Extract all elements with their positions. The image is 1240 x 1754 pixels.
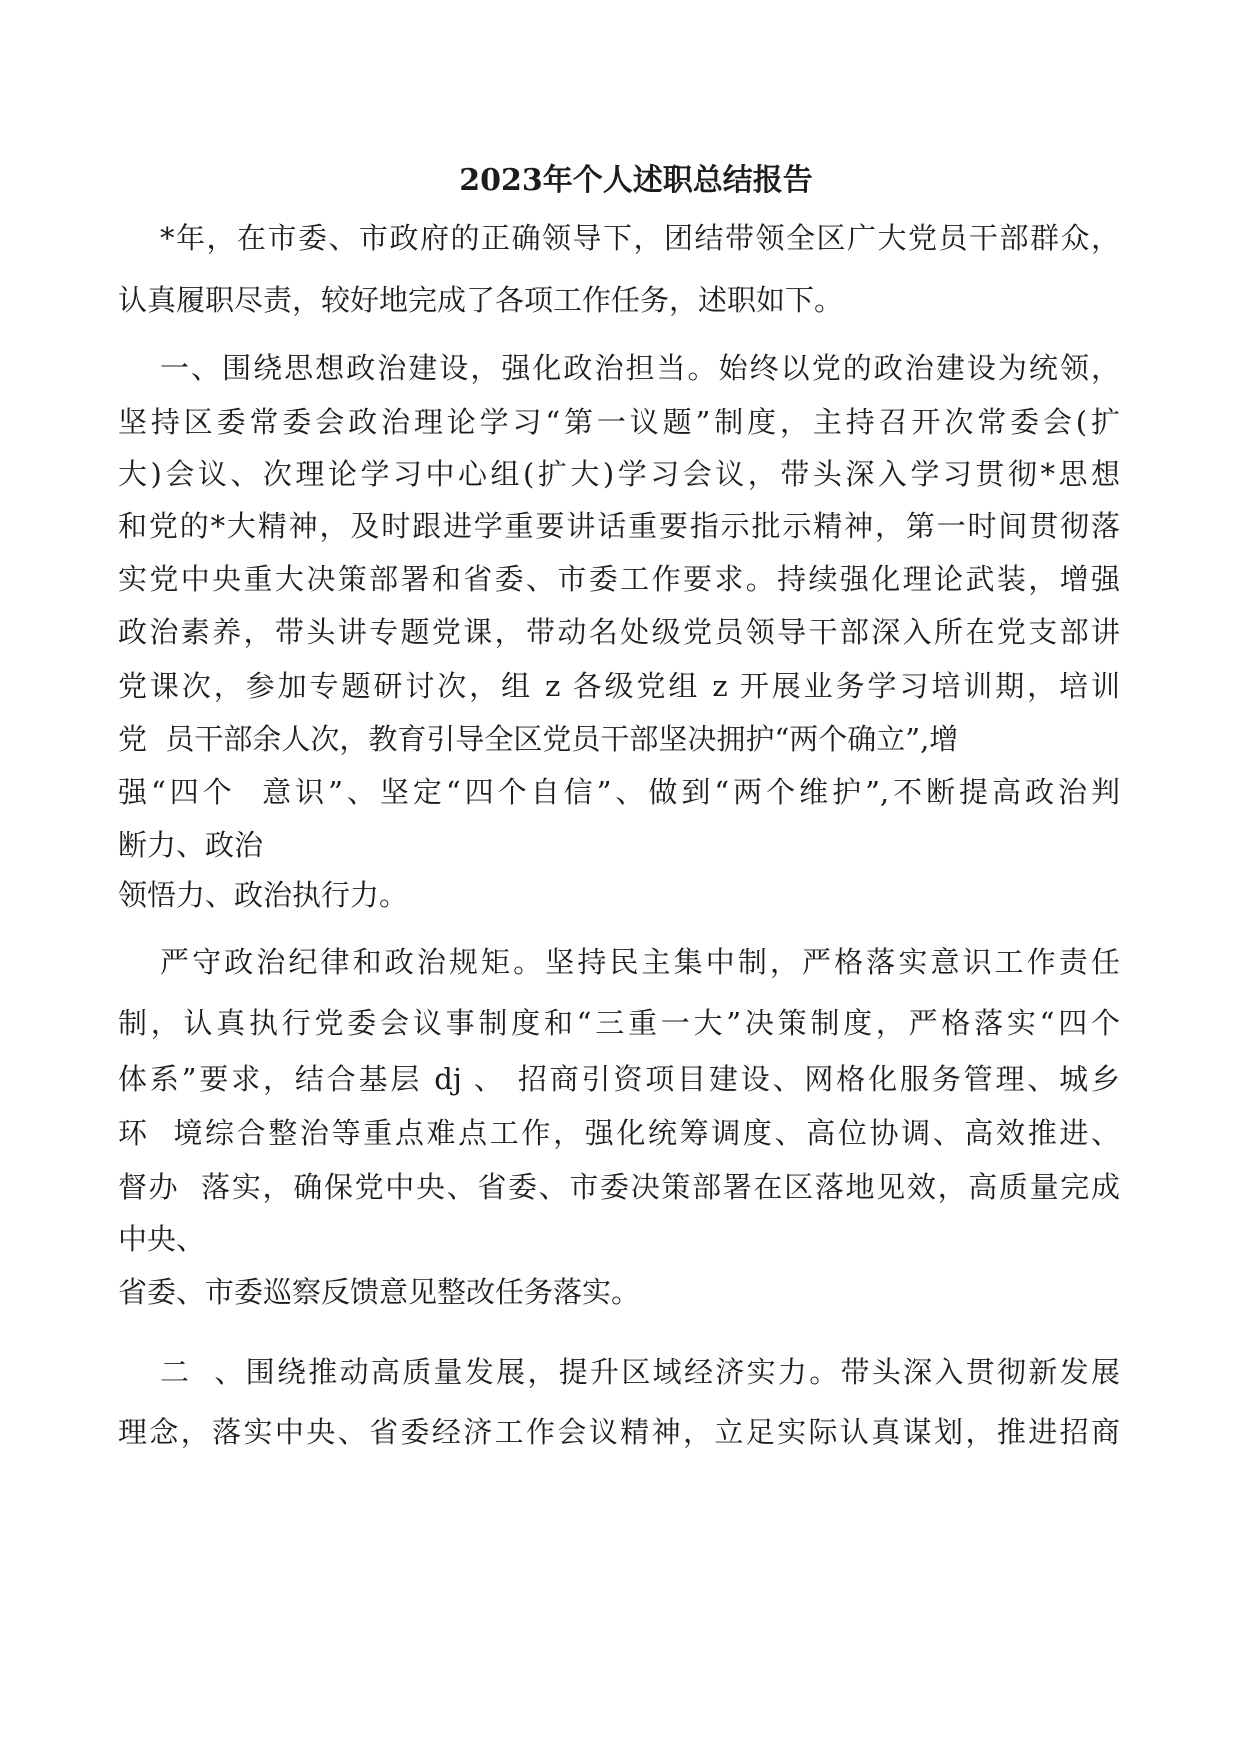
text-line: 党课次，参加专题研讨次，组 z 各级党组 z 开展业务学习培训期，培训	[118, 669, 1120, 703]
text-line: 中央、	[118, 1222, 206, 1256]
text-line: 环 境综合整治等重点难点工作，强化统筹调度、高位协调、高效推进、	[118, 1116, 1120, 1150]
document-title: 2023年个人述职总结报告	[459, 163, 813, 198]
text-line: 和党的*大精神，及时跟进学重要讲话重要指示批示精神，第一时间贯彻落	[118, 509, 1120, 543]
text-line: 领悟力、政治执行力。	[118, 878, 409, 912]
text-line: 二 、围绕推动高质量发展，提升区域经济实力。带头深入贯彻新发展	[160, 1355, 1120, 1389]
text-line: 体系”要求，结合基层 dj 、 招商引资项目建设、网格化服务管理、城乡	[118, 1062, 1120, 1096]
text-line: 认真履职尽责，较好地完成了各项工作任务，述职如下。	[118, 283, 844, 317]
text-line: 省委、市委巡察反馈意见整改任务落实。	[118, 1275, 641, 1309]
text-line: *年，在市委、市政府的正确领导下，团结带领全区广大党员干部群众，	[160, 221, 1120, 255]
text-line: 理念，落实中央、省委经济工作会议精神，立足实际认真谋划，推进招商	[118, 1415, 1120, 1449]
text-line: 坚持区委常委会政治理论学习“第一议题”制度，主持召开次常委会(扩	[118, 405, 1120, 439]
text-line: 实党中央重大决策部署和省委、市委工作要求。持续强化理论武装，增强	[118, 562, 1120, 596]
text-line: 断力、政治	[118, 828, 264, 862]
text-line: 督办 落实，确保党中央、省委、市委决策部署在区落地见效，高质量完成	[118, 1170, 1120, 1204]
text-line: 强“四个 意识”、坚定“四个自信”、做到“两个维护”,不断提高政治判	[118, 775, 1120, 809]
text-line: 一、围绕思想政治建设，强化政治担当。始终以党的政治建设为统领，	[160, 351, 1120, 385]
text-line: 党 员干部余人次，教育引导全区党员干部坚决拥护“两个确立”,增	[118, 722, 959, 756]
text-line: 严守政治纪律和政治规矩。坚持民主集中制，严格落实意识工作责任	[160, 945, 1120, 979]
text-line: 政治素养，带头讲专题党课，带动名处级党员领导干部深入所在党支部讲	[118, 615, 1120, 649]
text-line: 制，认真执行党委会议事制度和“三重一大”决策制度，严格落实“四个	[118, 1006, 1120, 1040]
text-line: 大)会议、次理论学习中心组(扩大)学习会议，带头深入学习贯彻*思想	[118, 457, 1120, 491]
